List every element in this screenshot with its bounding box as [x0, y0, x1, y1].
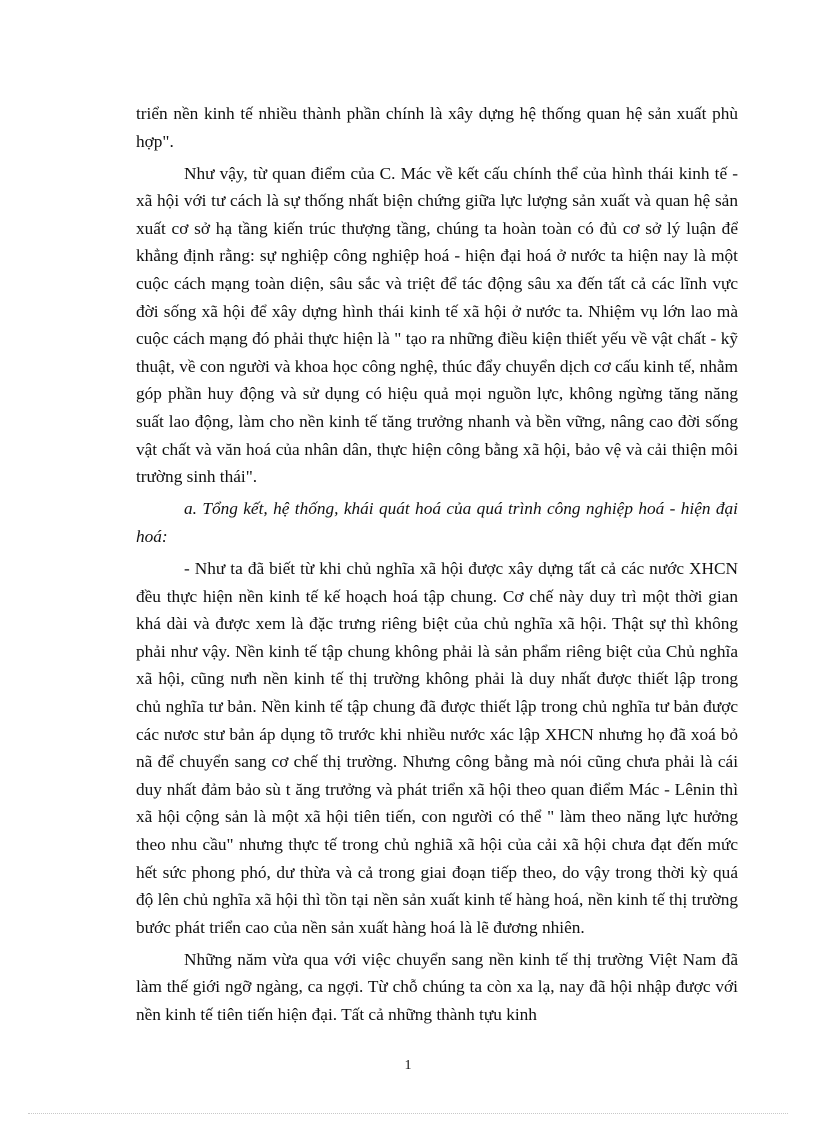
- body-text: [136, 100, 738, 1033]
- paragraph-industrialization-revolution: Như vậy, từ quan điểm của C. Mác về kết cấu chính thể của hình thái kinh tế - xã hội với tư cách là sự thống nhất biện chứng giữa lực lượng sản xuất và quan hệ sản xuất cơ sở hạ tầng kiến trúc thượng tầng, chúng ta hoàn toàn có đủ cơ sở lý luận để khẳng định rằng: sự nghiệp công nghiệp hoá - hiện đại hoá ở nước ta hiện nay là một cuộc cách mạng toàn diện, sâu sắc và triệt để tác động sâu xa đến tất cả các lĩnh vực đời sống xã hội để xây dựng hình thái kinh tế xã hội ở nước ta. Nhiệm vụ lớn lao mà cuộc cách mạng đó phải thực hiện là " tạo ra những điều kiện thiết yếu về vật chất - kỹ thuật, về con người và khoa học công nghệ, thúc đẩy chuyển dịch cơ cấu kinh tế, nhằm góp phần huy động và sử dụng có hiệu quả mọi nguồn lực, không ngừng tăng năng suất lao động, làm cho nền kinh tế tăng trưởng nhanh và bền vững, nâng cao đời sống vật chất và văn hoá của nhân dân, thực hiện công bằng xã hội, bảo vệ và cải thiện môi trường sinh thái".: [136, 163, 738, 487]
- page-bottom-divider: [28, 1113, 788, 1114]
- page-number: 1: [404, 1058, 412, 1073]
- paragraph-planned-economy: - Như ta đã biết từ khi chủ nghĩa xã hội được xây dựng tất cả các nước XHCN đều thực hiện nền kinh tế kế hoạch hoá tập chung. Cơ chế này duy trì một thời gian khá dài và được xem là đặc trưng riêng biệt của chủ nghĩa xã hội. Thật sự thì không phải như vậy. Nền kinh tế tập chung không phải là sản phẩm riêng biệt của Chủ nghĩa xã hội, cũng nưh nền kinh tế thị trường không phải là duy nhất được thiết lập trong chủ nghĩa tư bản. Nền kinh tế tập chung đã được thiết lập trong chủ nghĩa tư bản được các nươc stư bản áp dụng tõ trước khi nhiều nước xác lập XHCN nhưng họ đã xoá bỏ nã để chuyển sang cơ chế thị trường. Nhưng công bằng mà nói cũng chưa phải là cái duy nhất đảm bảo sù t ăng trưởng và phát triển xã hội theo quan điểm Mác - Lênin thì xã hội cộng sản là một xã hội tiên tiến, con người có thể " làm theo năng lực hưởng theo nhu cầu" nhưng thực tế trong chủ nghiã xã hội của cải xã hội chưa đạt đến mức hết sức phong phó, dư thừa và cả trong giai đoạn tiếp theo, do vậy trong thời kỳ quá độ lên chủ nghĩa xã hội thì tồn tại nền sản xuất kinh tế hàng hoá, nền kinh tế thị trường bước phát triển cao của nền sản xuất hàng hoá là lẽ đương nhiên.: [136, 559, 738, 937]
- paragraph-continuation: triển nền kinh tế nhiều thành phần chính là xây dựng hệ thống quan hệ sản xuất phù hợp".: [136, 104, 738, 151]
- section-heading: a. Tổng kết, hệ thống, khái quát hoá của quá trình công nghiệp hoá - hiện đại hoá:: [136, 499, 738, 546]
- paragraph-market-economy: Những năm vừa qua với việc chuyển sang nền kinh tế thị trường Việt Nam đã làm thế giới ngỡ ngàng, ca ngợi. Từ chỗ chúng ta còn xa lạ, nay đã hội nhập được với nền kinh tế tiên tiến hiện đại. Tất cả những thành tựu kinh: [136, 949, 738, 1024]
